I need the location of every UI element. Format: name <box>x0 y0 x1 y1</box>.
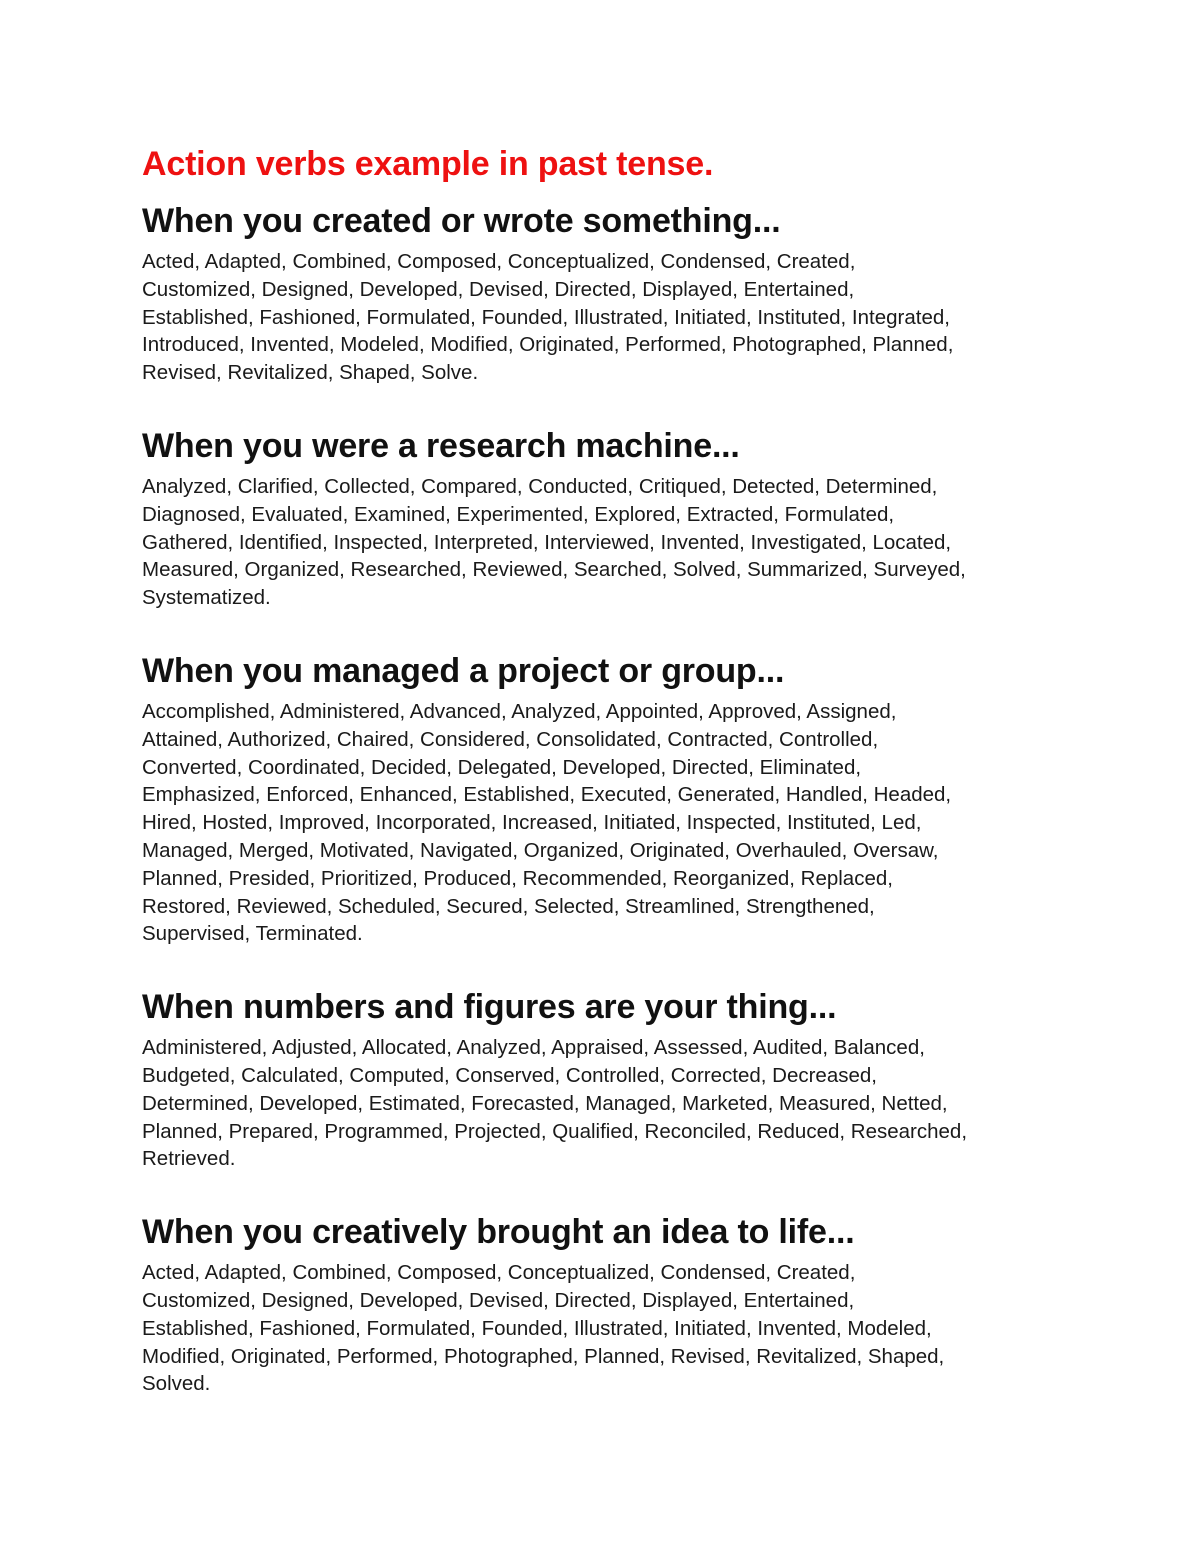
section <box>142 194 1072 387</box>
verb-list-line: Accomplished, Administered, Advanced, Analyzed, Appointed, Approved, Assigned, <box>142 699 897 723</box>
section-heading: When you creatively brought an idea to life... <box>142 1213 855 1252</box>
verb-list-line: Modified, Originated, Performed, Photographed, Planned, Revised, Revitalized, Shaped, <box>142 1344 945 1368</box>
verb-list-line: Customized, Designed, Developed, Devised, Directed, Displayed, Entertained, <box>142 277 855 301</box>
section-verb-list <box>142 698 1072 948</box>
verb-list-line: Budgeted, Calculated, Computed, Conserved, Controlled, Corrected, Decreased, <box>142 1063 877 1087</box>
section <box>142 1205 1072 1398</box>
verb-list-line: Attained, Authorized, Chaired, Considered, Consolidated, Contracted, Controlled, <box>142 727 879 751</box>
verb-list-line: Determined, Developed, Estimated, Forecasted, Managed, Marketed, Measured, Netted, <box>142 1091 948 1115</box>
verb-list-line: Planned, Prepared, Programmed, Projected, Qualified, Reconciled, Reduced, Researched, <box>142 1119 968 1143</box>
section <box>142 644 1072 948</box>
section-verb-list <box>142 248 1072 387</box>
verb-list-line: Analyzed, Clarified, Collected, Compared, Conducted, Critiqued, Detected, Determined, <box>142 474 938 498</box>
section-verb-list <box>142 473 1072 612</box>
section-heading: When you created or wrote something... <box>142 202 781 240</box>
verb-list-line: Emphasized, Enforced, Enhanced, Established, Executed, Generated, Handled, Headed, <box>142 783 952 807</box>
verb-list-line: Managed, Merged, Motivated, Navigated, Organized, Originated, Overhauled, Oversaw, <box>142 838 939 862</box>
verb-list-line: Established, Fashioned, Formulated, Founded, Illustrated, Initiated, Instituted, Integrated, <box>142 305 950 329</box>
verb-list-line: Restored, Reviewed, Scheduled, Secured, Selected, Streamlined, Strengthened, <box>142 894 875 918</box>
verb-list-line: Administered, Adjusted, Allocated, Analyzed, Appraised, Assessed, Audited, Balanced, <box>142 1036 925 1060</box>
verb-list-line: Measured, Organized, Researched, Reviewed, Searched, Solved, Summarized, Surveyed, <box>142 558 966 582</box>
verb-list-line: Acted, Adapted, Combined, Composed, Conceptualized, Condensed, Created, <box>142 1261 856 1285</box>
section-heading: When numbers and figures are your thing... <box>142 988 837 1027</box>
section-verb-list <box>142 1034 1072 1173</box>
verb-list-line: Introduced, Invented, Modeled, Modified, Originated, Performed, Photographed, Planned, <box>142 333 954 357</box>
verb-list-line: Revised, Revitalized, Shaped, Solve. <box>142 361 479 385</box>
verb-list-line: Retrieved. <box>142 1147 236 1171</box>
section-heading: When you managed a project or group... <box>142 651 785 690</box>
section <box>142 980 1072 1173</box>
verb-list-line: Converted, Coordinated, Decided, Delegated, Developed, Directed, Eliminated, <box>142 755 862 779</box>
verb-list-line: Supervised, Terminated. <box>142 922 363 946</box>
verb-list-line: Hired, Hosted, Improved, Incorporated, Increased, Initiated, Inspected, Instituted, Led, <box>142 811 922 835</box>
verb-list-line: Systematized. <box>142 586 271 610</box>
section-verb-list <box>142 1259 1072 1398</box>
verb-list-line: Acted, Adapted, Combined, Composed, Conceptualized, Condensed, Created, <box>142 250 856 273</box>
verb-list-line: Diagnosed, Evaluated, Examined, Experimented, Explored, Extracted, Formulated, <box>142 502 895 526</box>
verb-list-line: Planned, Presided, Prioritized, Produced, Recommended, Reorganized, Replaced, <box>142 866 893 890</box>
verb-list-line: Solved. <box>142 1372 211 1396</box>
document-title: Action verbs example in past tense. <box>142 145 714 183</box>
sections-container <box>142 194 1072 1398</box>
document-page <box>142 140 1072 1398</box>
section <box>142 419 1072 612</box>
verb-list-line: Gathered, Identified, Inspected, Interpreted, Interviewed, Invented, Investigated, Located, <box>142 530 952 554</box>
verb-list-line: Customized, Designed, Developed, Devised, Directed, Displayed, Entertained, <box>142 1288 855 1312</box>
verb-list-line: Established, Fashioned, Formulated, Founded, Illustrated, Initiated, Invented, Modeled, <box>142 1316 932 1340</box>
section-heading: When you were a research machine... <box>142 426 740 465</box>
